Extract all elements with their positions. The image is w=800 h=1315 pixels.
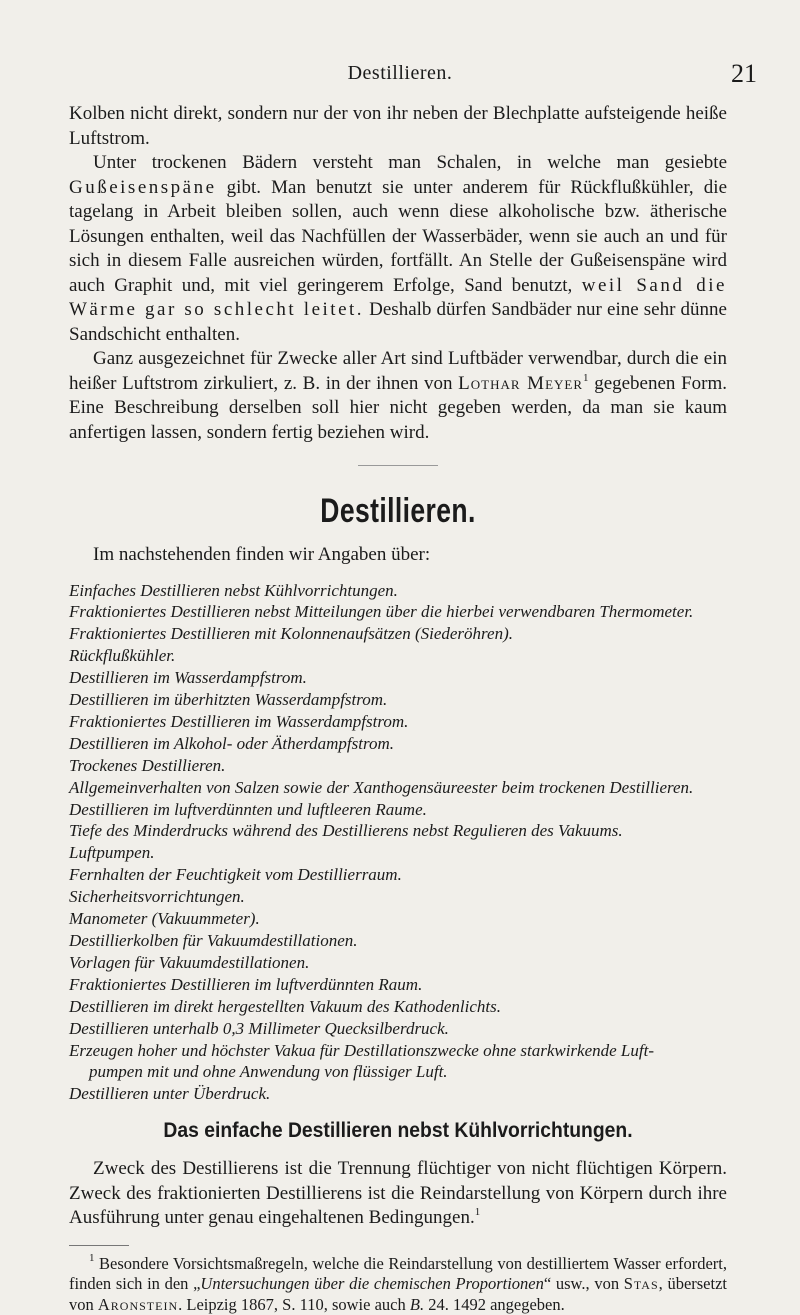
section-title: Destillieren. [320, 492, 476, 530]
topic-item: Sicherheitsvorrichtungen. [69, 887, 245, 907]
topic-item: Rückflußkühler. [69, 646, 176, 666]
topic-item: Manometer (Vakuummeter). [69, 909, 260, 929]
topic-item: Fraktioniertes Destillieren mit Kolonnenaufsätzen (Siederöhren). [69, 624, 513, 644]
running-head [0, 59, 800, 92]
topic-item: Destillieren im Alkohol- oder Ätherdampfstrom. [69, 733, 395, 753]
emphasis-spaced: Gußeisenspäne [69, 176, 217, 198]
text-run: gegebenen Form. Eine Beschreibung derselben soll hier nicht gegeben werden, da man sie kaum anfertigen lassen, sondern fertig beziehen wird. [69, 372, 728, 443]
text-run: Deshalb dürfen Sandbäder nur eine sehr dünne Sandschicht enthalten. [69, 299, 727, 345]
topic-item-line: Erzeugen hoher und höchster Vakua für Destillationszwecke ohne starkwirkende Luft- [69, 1040, 654, 1060]
topic-item: Luftpumpen. [69, 843, 155, 863]
author-name: Lothar Meyer [458, 372, 584, 394]
page-body [69, 102, 727, 1315]
section-divider [358, 465, 438, 466]
topic-item: Destillieren im luftverdünnten und luftleeren Raume. [69, 799, 427, 819]
author-name: Stas [623, 1274, 659, 1294]
topic-list [69, 580, 727, 1106]
text-run: , übersetzt von [69, 1274, 727, 1314]
text-run: Zweck des Destillierens ist die Trennung flüchtiger von nicht flüchtigen Körpern. Zweck des fraktionierten Destillierens ist die Reindarstellung von Körpern durch ihre Ausführung unter genau eingehaltenen Bedingungen. [69, 1158, 727, 1229]
footnote-ref: 1 [583, 371, 589, 384]
topic-item: Destillieren unter Überdruck. [69, 1084, 271, 1104]
text-run: Ganz ausgezeichnet für Zwecke aller Art sind Luftbäder verwendbar, durch die ein heißer Luftstrom zirkuliert, z. B. in der ihnen von [69, 348, 727, 394]
footnote-ref: 1 [474, 1206, 481, 1219]
topic-item: Fraktioniertes Destillieren im luftverdünnten Raum. [69, 974, 423, 994]
section-intro: Im nachstehenden finden wir Angaben über: [93, 544, 431, 565]
footnote-rule [69, 1245, 129, 1246]
paragraph-air-baths [69, 347, 727, 445]
topic-item: Destillieren im direkt hergestellten Vakuum des Kathodenlichts. [69, 996, 501, 1016]
running-head-title: Destillieren. [347, 62, 453, 84]
text-run: . Leipzig 1867, S. 110, sowie auch [178, 1294, 410, 1314]
topic-item: Fernhalten der Feuchtigkeit vom Destillierraum. [69, 865, 402, 885]
topic-item: Destillierkolben für Vakuumdestillationen. [69, 931, 358, 950]
topic-item: Allgemeinverhalten von Salzen sowie der Xanthogensäureester beim trockenen Destillieren. [69, 777, 694, 797]
topic-item: Destillieren im überhitzten Wasserdampfstrom. [69, 690, 388, 710]
subsection-paragraph [69, 1157, 727, 1231]
cited-title: Untersuchungen über die chemischen Proportionen [200, 1274, 544, 1294]
text-run: Unter trockenen Bädern versteht man Schalen, in welche man gesiebte [93, 152, 727, 173]
topic-item: Trockenes Destillieren. [69, 755, 226, 775]
text-run: 24. 1492 angegeben. [424, 1294, 565, 1314]
topic-item: Fraktioniertes Destillieren nebst Mitteilungen über die hierbei verwendbaren Thermometer. [69, 602, 694, 622]
topic-item: Vorlagen für Vakuumdestillationen. [69, 952, 310, 972]
topic-item: Destillieren unterhalb 0,3 Millimeter Quecksilberdruck. [69, 1018, 449, 1038]
author-name: Aronstein [97, 1294, 179, 1314]
subsection-title: Das einfache Destillieren nebst Kühlvorrichtungen. [163, 1119, 633, 1143]
topic-item: Einfaches Destillieren nebst Kühlvorrichtungen. [69, 580, 398, 600]
footnote [69, 1251, 727, 1315]
topic-item: Destillieren im Wasserdampfstrom. [69, 668, 307, 688]
topic-item-continuation: pumpen mit und ohne Anwendung von flüssiger Luft. [89, 1062, 448, 1082]
topic-item: Tiefe des Minderdrucks während des Destillierens nebst Regulieren des Vakuums. [69, 821, 623, 841]
cited-journal: B. [409, 1294, 425, 1314]
text-run: gibt. Man benutzt sie unter anderem für Rückflußkühler, die tagelang in Arbeit bleiben sollen, auch wenn diese alkoholische bzw. ätherische Lösungen enthalten, weil das Nachfüllen der Wasserbäder, wenn sie auch an und für sich in diesem Falle ausreichen würden, fortfällt. An Stelle der Gußeisenspäne wird auch Graphit und, mit viel geringerem Erfolge, Sand benutzt, [69, 176, 727, 296]
footnote-marker: 1 [89, 1251, 95, 1264]
text-run: “ usw., von [543, 1274, 624, 1294]
paragraph-continuation: Kolben nicht direkt, sondern nur der von ihr neben der Blechplatte aufsteigende heiße Luftstrom. [69, 103, 727, 149]
page-number: 21 [731, 59, 757, 88]
emphasis-spaced: weil Sand die Wärme gar so schlecht leitet. [69, 274, 727, 320]
paragraph-dry-baths [69, 151, 727, 347]
text-run: Besondere Vorsichtsmaßregeln, welche die Reindarstellung von destilliertem Wasser erfordert, finden sich in den „ [69, 1253, 727, 1294]
topic-item [69, 1040, 727, 1084]
topic-item: Fraktioniertes Destillieren im Wasserdampfstrom. [69, 711, 409, 731]
